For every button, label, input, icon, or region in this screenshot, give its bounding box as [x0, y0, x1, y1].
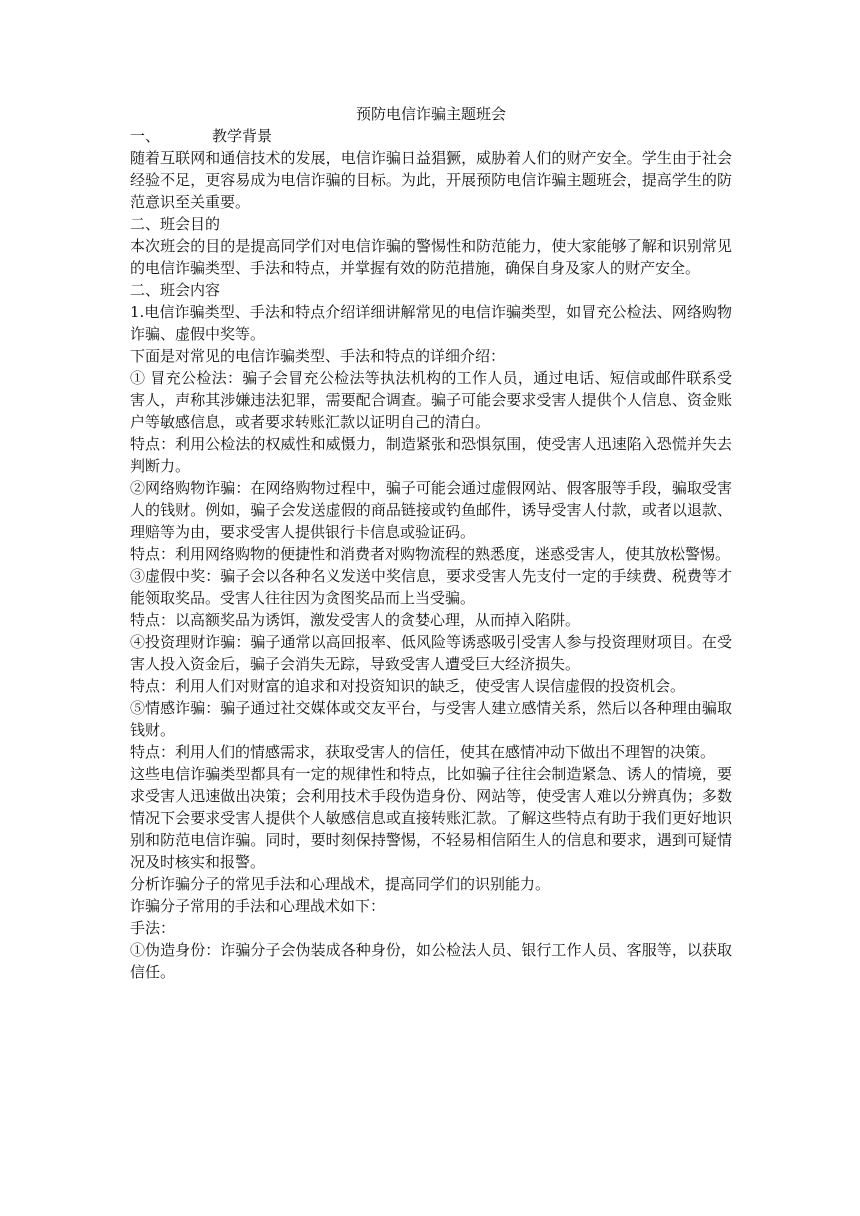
paragraph-type-3: ③虚假中奖：骗子会以各种名义发送中奖信息，要求受害人先支付一定的手续费、税费等才能领取奖品。受害人往往因为贪图奖品而上当受骗。 — [130, 567, 732, 607]
paragraph-method-1: ①伪造身份：诈骗分子会伪装成各种身份，如公检法人员、银行工作人员、客服等，以获取信任。 — [130, 941, 732, 981]
paragraph-purpose: 本次班会的目的是提高同学们对电信诈骗的警惕性和防范能力，使大家能够了解和识别常见的电信诈骗类型、手法和特点，并掌握有效的防范措施，确保自身及家人的财产安全。 — [130, 237, 732, 277]
paragraph-type-2: ②网络购物诈骗：在网络购物过程中，骗子可能会通过虚假网站、假客服等手段，骗取受害人的钱财。例如，骗子会发送虚假的商品链接或钓鱼邮件，诱导受害人付款，或者以退款、理赔等为由，要求受害人提供银行卡信息或验证码。 — [130, 479, 732, 541]
document-title: 预防电信诈骗主题班会 — [355, 105, 506, 123]
paragraph-feature-4: 特点：利用人们对财富的追求和对投资知识的缺乏，使受害人误信虚假的投资机会。 — [130, 677, 686, 695]
section-heading-background — [130, 125, 732, 147]
paragraph-methods-label: 手法： — [130, 919, 176, 937]
paragraph-summary: 这些电信诈骗类型都具有一定的规律性和特点，比如骗子往往会制造紧急、诱人的情境，要求受害人迅速做出决策；会利用技术手段伪造身份、网站等，使受害人难以分辨真伪；多数情况下会要求受害人提供个人敏感信息或直接转账汇款。了解这些特点有助于我们更好地识别和防范电信诈骗。同时，要时刻保持警惕，不轻易相信陌生人的信息和要求，遇到可疑情况及时核实和报警。 — [130, 765, 732, 871]
paragraph-type-5: ⑤情感诈骗：骗子通过社交媒体或交友平台，与受害人建立感情关系，然后以各种理由骗取钱财。 — [130, 699, 732, 739]
section-heading-content: 二、班会内容 — [130, 281, 221, 299]
paragraph-feature-1: 特点：利用公检法的权威性和威慑力，制造紧张和恐惧氛围，使受害人迅速陷入恐慌并失去判断力。 — [130, 435, 732, 475]
heading-text: 教学背景 — [212, 127, 273, 145]
paragraph-feature-5: 特点：利用人们的情感需求，获取受害人的信任，使其在感情冲动下做出不理智的决策。 — [130, 743, 716, 761]
heading-number: 一、 — [130, 127, 161, 145]
paragraph-intro: 1.电信诈骗类型、手法和特点介绍详细讲解常见的电信诈骗类型，如冒充公检法、网络购物诈骗、虚假中奖等。 — [130, 303, 732, 343]
paragraph-feature-3: 特点：以高额奖品为诱饵，激发受害人的贪婪心理，从而掉入陷阱。 — [130, 611, 581, 629]
paragraph-type-1: ① 冒充公检法：骗子会冒充公检法等执法机构的工作人员，通过电话、短信或邮件联系受害人，声称其涉嫌违法犯罪，需要配合调查。骗子可能会要求受害人提供个人信息、资金账户等敏感信息，或者要求转账汇款以证明自己的清白。 — [130, 369, 732, 431]
paragraph-background: 随着互联网和通信技术的发展，电信诈骗日益猖獗，威胁着人们的财产安全。学生由于社会经验不足，更容易成为电信诈骗的目标。为此，开展预防电信诈骗主题班会，提高学生的防范意识至关重要。 — [130, 149, 732, 211]
paragraph-analysis: 分析诈骗分子的常见手法和心理战术，提高同学们的识别能力。 — [130, 875, 551, 893]
paragraph-tactics-lead: 诈骗分子常用的手法和心理战术如下： — [130, 897, 386, 915]
section-heading-purpose: 二、班会目的 — [130, 215, 221, 233]
paragraph-type-4: ④投资理财诈骗：骗子通常以高回报率、低风险等诱惑吸引受害人参与投资理财项目。在受害人投入资金后，骗子会消失无踪，导致受害人遭受巨大经济损失。 — [130, 633, 732, 673]
paragraph-feature-2: 特点：利用网络购物的便捷性和消费者对购物流程的熟悉度，迷惑受害人，使其放松警惕。 — [130, 545, 731, 563]
paragraph-lead: 下面是对常见的电信诈骗类型、手法和特点的详细介绍： — [130, 347, 506, 365]
